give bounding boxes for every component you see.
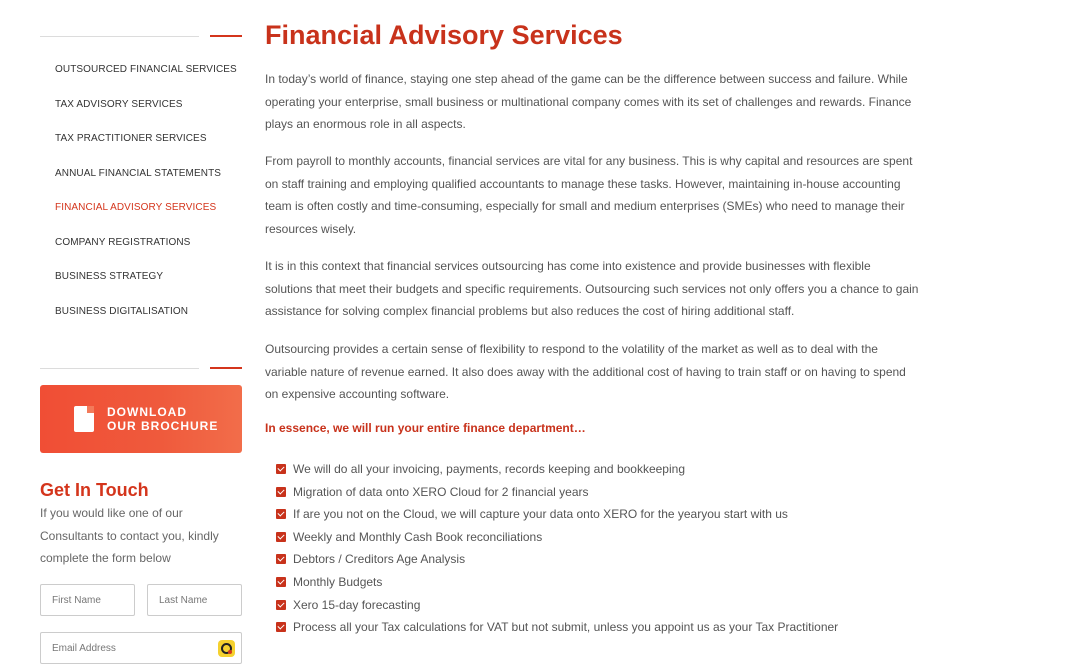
get-in-touch-title: Get In Touch <box>40 480 149 500</box>
essence-heading: In essence, we will run your entire finance department… <box>265 421 586 435</box>
last-name-input[interactable] <box>147 584 242 616</box>
paragraph-intro: In today’s world of finance, staying one step ahead of the game can be the difference between success and failure. While operating your enterprise, small business or multinational company comes with its set of challenges and rewards. Finance plays an enormous role in all aspects. <box>265 72 912 132</box>
list-item <box>276 526 838 549</box>
paragraph-payroll: From payroll to monthly accounts, financial services are vital for any business. This is why capital and resources are spent on staff training and employing qualified accountants to manage these tasks. However, maintaining in-house accounting team is often costly and time-consuming, especially for small and medium enterprises (SMEs) who need to manage their resources wisely. <box>265 154 913 236</box>
list-item <box>276 503 838 526</box>
list-item <box>276 616 838 639</box>
list-item <box>276 548 838 571</box>
checkbox-checked-icon <box>276 554 286 564</box>
list-item-text: Debtors / Creditors Age Analysis <box>293 552 466 567</box>
page-title: Financial Advisory Services <box>265 20 623 50</box>
document-icon <box>74 406 94 432</box>
sidebar-divider-top <box>40 36 242 38</box>
sidebar-item-tax-advisory-services[interactable]: TAX ADVISORY SERVICES <box>55 98 183 110</box>
list-item-text: We will do all your invoicing, payments, records keeping and bookkeeping <box>293 462 685 476</box>
list-item-text: If are you not on the Cloud, we will capture your data onto XERO for the yearyou start with us <box>293 507 788 522</box>
checkbox-checked-icon <box>276 487 286 497</box>
checkbox-checked-icon <box>276 509 286 519</box>
list-item <box>276 458 838 481</box>
brochure-line-1: DOWNLOAD <box>107 405 187 419</box>
sidebar-item-company-registrations[interactable]: COMPANY REGISTRATIONS <box>55 236 191 248</box>
autofill-key-icon[interactable] <box>218 640 235 657</box>
checkbox-checked-icon <box>276 577 286 587</box>
first-name-input[interactable] <box>40 584 135 616</box>
sidebar-item-business-digitalisation[interactable]: BUSINESS DIGITALISATION <box>55 305 189 317</box>
sidebar-item-business-strategy[interactable]: BUSINESS STRATEGY <box>55 271 164 282</box>
download-brochure-button[interactable] <box>40 385 242 453</box>
list-item-text: Xero 15-day forecasting <box>293 597 421 612</box>
list-item <box>276 481 838 504</box>
list-item <box>276 594 838 617</box>
list-item-text: Monthly Budgets <box>293 574 383 589</box>
sidebar-item-annual-financial-statements[interactable]: ANNUAL FINANCIAL STATEMENTS <box>55 167 222 179</box>
services-checklist <box>276 458 838 639</box>
sidebar-item-outsourced-financial-services[interactable]: OUTSOURCED FINANCIAL SERVICES <box>55 64 237 75</box>
list-item-text: Migration of data onto XERO Cloud for 2 financial years <box>293 484 589 499</box>
checkbox-checked-icon <box>276 622 286 632</box>
checkbox-checked-icon <box>276 600 286 610</box>
sidebar-item-tax-practitioner-services[interactable]: TAX PRACTITIONER SERVICES <box>55 133 207 144</box>
get-in-touch-text: If you would like one of our Consultants to contact you, kindly complete the form below <box>40 506 219 565</box>
list-item-text: Process all your Tax calculations for VAT but not submit, unless you appoint us as your Tax Practitioner <box>293 620 839 635</box>
sidebar-divider-bottom <box>40 368 242 370</box>
list-item-text: Weekly and Monthly Cash Book reconciliations <box>293 529 543 544</box>
services-menu <box>55 63 237 339</box>
list-item <box>276 571 838 594</box>
sidebar-item-financial-advisory-services[interactable]: FINANCIAL ADVISORY SERVICES <box>55 202 217 213</box>
brochure-label <box>107 405 218 433</box>
checkbox-checked-icon <box>276 532 286 542</box>
paragraph-outsourcing-context: It is in this context that financial services outsourcing has come into existence and provide businesses with flexible solutions that meet their budgets and specific requirements. Outsourcing such services not only offers you a chance to gain assistance for solving complex financial problems but also reduces the cost of hiring additional staff. <box>265 259 919 319</box>
paragraph-flexibility: Outsourcing provides a certain sense of flexibility to respond to the volatility of the market as well as to deal with the variable nature of revenue earned. It also does away with the additional cost of having to train staff or on having to spend on expensive accounting software. <box>265 342 906 402</box>
checkbox-checked-icon <box>276 464 286 474</box>
brochure-line-2: OUR BROCHURE <box>107 419 219 433</box>
email-input[interactable] <box>40 632 242 664</box>
